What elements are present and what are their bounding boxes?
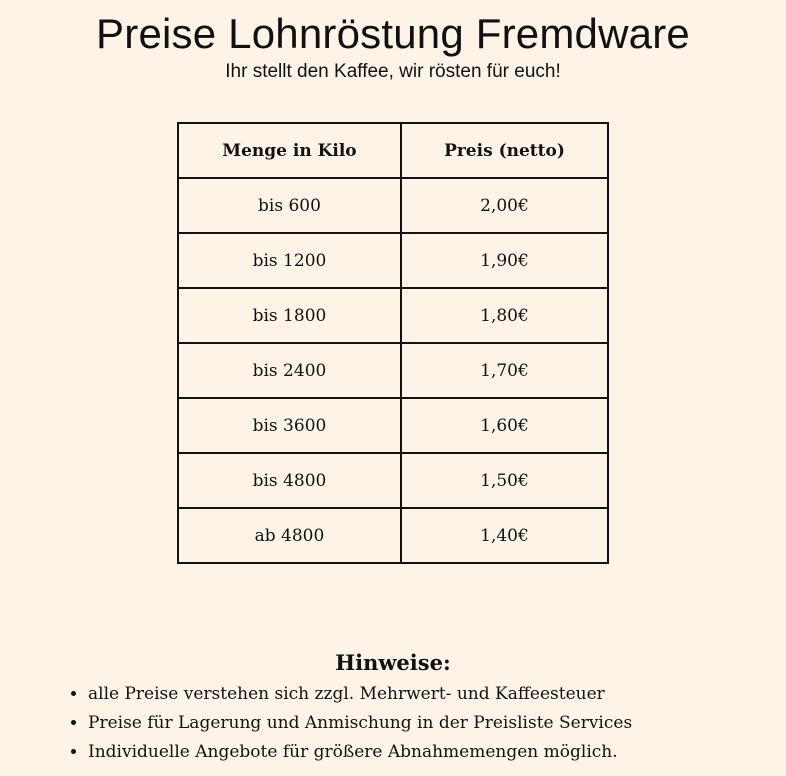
column-header-menge: Menge in Kilo <box>178 123 401 178</box>
notes-list <box>66 680 632 767</box>
quantity-cell: ab 4800 <box>178 508 401 563</box>
price-table <box>177 122 609 564</box>
table-row <box>178 508 608 563</box>
quantity-cell: bis 2400 <box>178 343 401 398</box>
quantity-cell: bis 4800 <box>178 453 401 508</box>
table-header-row <box>178 123 608 178</box>
page-subtitle: Ihr stellt den Kaffee, wir rösten für euch! <box>225 61 561 82</box>
price-cell: 2,00€ <box>401 178 608 233</box>
price-cell: 1,70€ <box>401 343 608 398</box>
quantity-cell: bis 1800 <box>178 288 401 343</box>
quantity-cell: bis 3600 <box>178 398 401 453</box>
list-item: • Individuelle Angebote für größere Abnahmemengen möglich. <box>88 738 632 767</box>
table-row <box>178 343 608 398</box>
price-cell: 1,40€ <box>401 508 608 563</box>
table-row <box>178 233 608 288</box>
table-row <box>178 178 608 233</box>
price-cell: 1,90€ <box>401 233 608 288</box>
notes-heading: Hinweise: <box>335 650 451 675</box>
table-row <box>178 453 608 508</box>
list-item: • alle Preise verstehen sich zzgl. Mehrwert- und Kaffeesteuer <box>88 680 632 709</box>
list-item: • Preise für Lagerung und Anmischung in der Preisliste Services <box>88 709 632 738</box>
table-row <box>178 288 608 343</box>
quantity-cell: bis 600 <box>178 178 401 233</box>
price-cell: 1,80€ <box>401 288 608 343</box>
table-row <box>178 398 608 453</box>
quantity-cell: bis 1200 <box>178 233 401 288</box>
price-cell: 1,60€ <box>401 398 608 453</box>
price-cell: 1,50€ <box>401 453 608 508</box>
page-title: Preise Lohnröstung Fremdware <box>96 10 690 57</box>
column-header-preis: Preis (netto) <box>401 123 608 178</box>
